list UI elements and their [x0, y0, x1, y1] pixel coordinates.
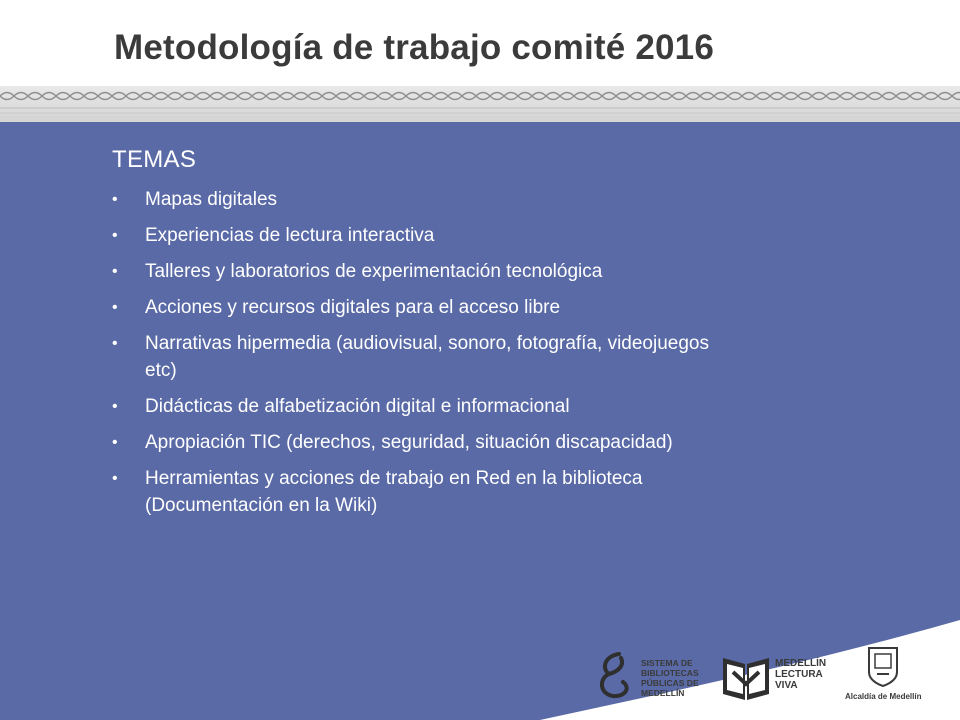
- slide-title: Metodología de trabajo comité 2016: [114, 28, 714, 67]
- bullet-icon: •: [112, 398, 118, 415]
- list-item: [112, 294, 732, 321]
- list-item-text: Narrativas hipermedia (audiovisual, sonoro, fotografía, videojuegos etc): [145, 333, 709, 381]
- list-item-text: Herramientas y acciones de trabajo en Red en la biblioteca (Documentación en la Wiki): [145, 468, 643, 516]
- city-shield-icon: [867, 644, 899, 688]
- slide-header: [0, 0, 960, 88]
- bullet-icon: •: [112, 434, 118, 451]
- bullet-icon: •: [112, 299, 118, 316]
- list-item-text: Talleres y laboratorios de experimentación tecnológica: [145, 261, 603, 282]
- list-item: [112, 330, 732, 384]
- logo-lectura-viva: [721, 648, 831, 706]
- open-book-icon: [721, 652, 771, 702]
- list-item: [112, 222, 732, 249]
- list-item-text: Experiencias de lectura interactiva: [145, 225, 435, 246]
- bibliotecas-logo-icon: [595, 650, 639, 702]
- list-item-text: Didácticas de alfabetización digital e informacional: [145, 396, 570, 417]
- alcaldia-logo-text: Alcaldía de Medellín: [845, 692, 922, 701]
- bullet-icon: •: [112, 335, 118, 352]
- lectura-viva-logo-text: MEDELLÍN LECTURA VIVA: [775, 658, 827, 691]
- logo-bibliotecas: [595, 650, 705, 705]
- list-item: [112, 258, 732, 285]
- logo-alcaldia: [845, 644, 945, 708]
- list-item: [112, 186, 732, 213]
- list-item-text: Apropiación TIC (derechos, seguridad, situación discapacidad): [145, 432, 673, 453]
- bibliotecas-logo-text: SISTEMA DE BIBLIOTECAS PÚBLICAS DE MEDELLÍN: [641, 658, 699, 698]
- wave-pattern: [0, 86, 960, 122]
- footer-logos: [595, 640, 945, 710]
- list-item: [112, 429, 732, 456]
- list-item: [112, 393, 732, 420]
- decorative-pattern-band: [0, 86, 960, 122]
- section-heading: TEMAS: [112, 146, 197, 173]
- bullet-icon: •: [112, 191, 118, 208]
- slide-content: [112, 146, 732, 528]
- topic-list: [112, 186, 732, 519]
- list-item-text: Acciones y recursos digitales para el acceso libre: [145, 297, 561, 318]
- bullet-icon: •: [112, 263, 118, 280]
- list-item-text: Mapas digitales: [145, 189, 278, 210]
- list-item: [112, 465, 732, 519]
- bullet-icon: •: [112, 227, 118, 244]
- bullet-icon: •: [112, 470, 118, 487]
